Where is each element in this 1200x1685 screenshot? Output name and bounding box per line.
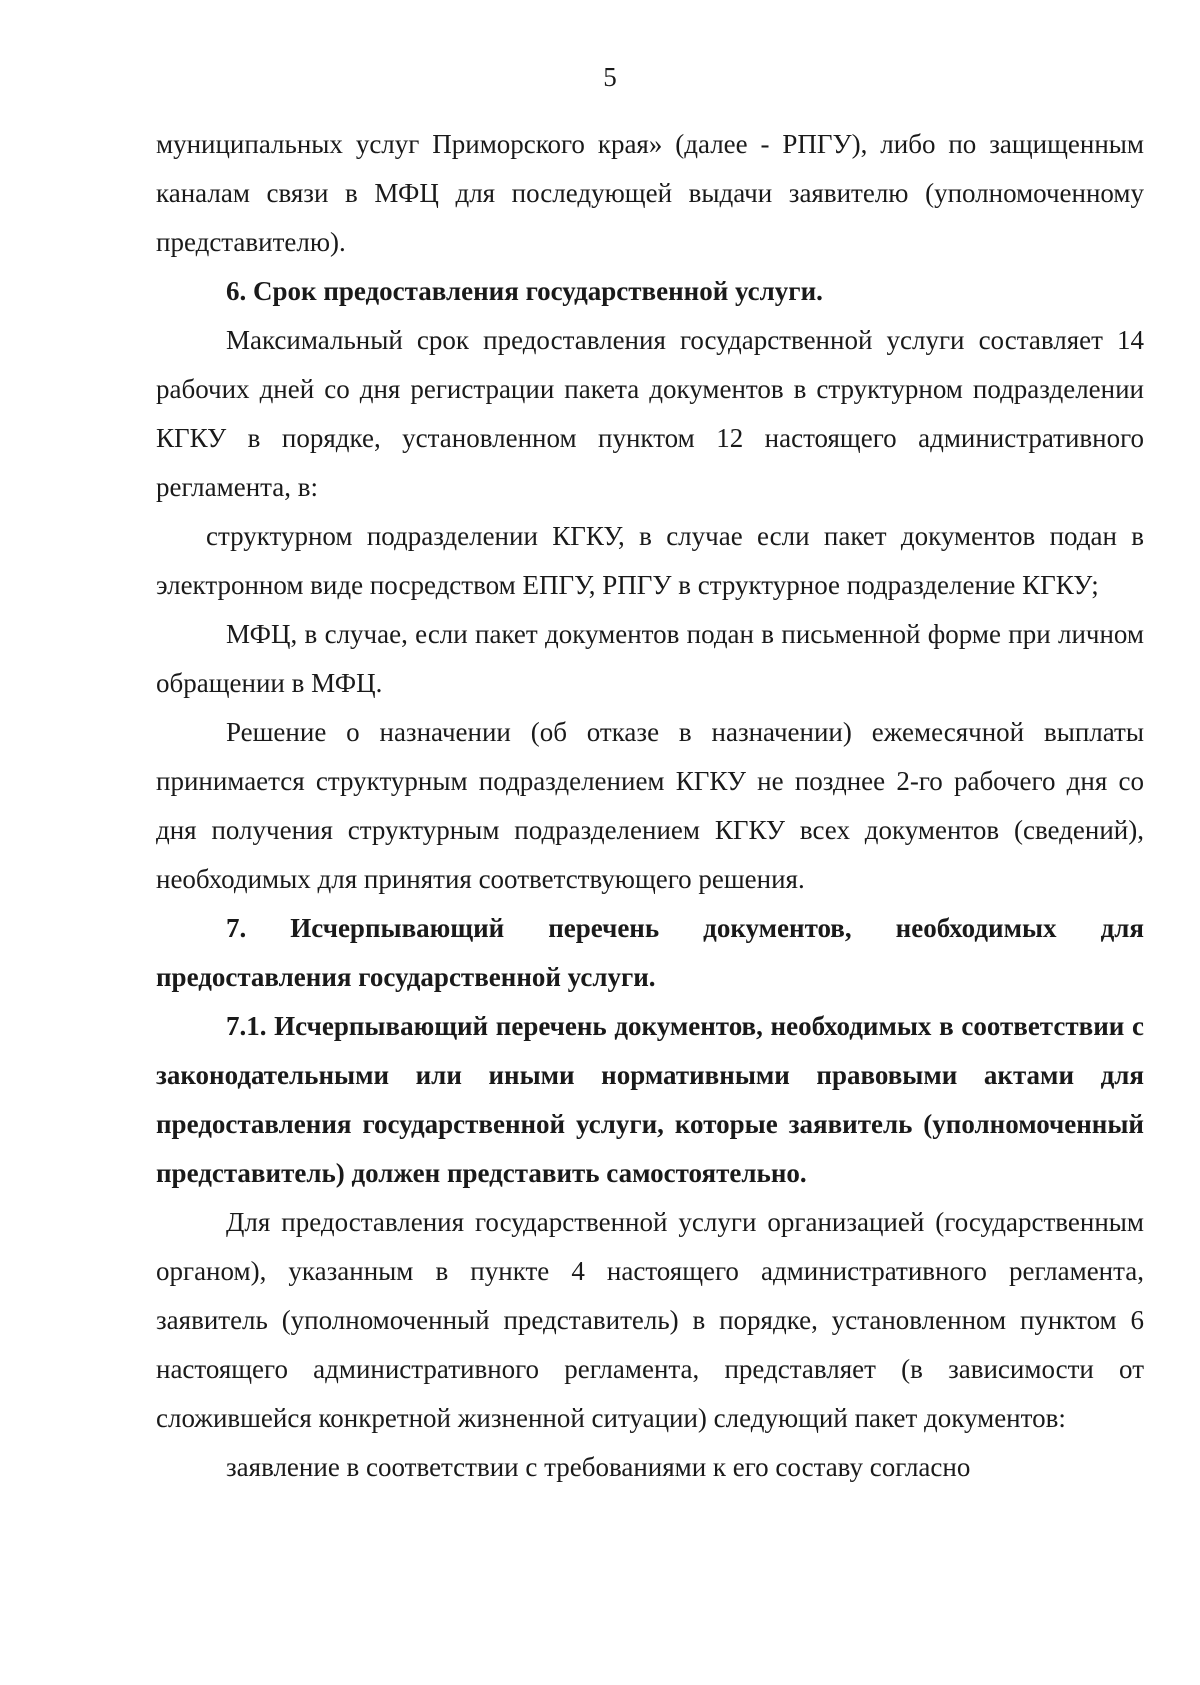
section-heading-7-1: 7.1. Исчерпывающий перечень документов, необходимых в соответствии с законодательными или иными нормативными правовыми актами для предоставления государственной услуги, которые заявитель (уполномоченный представитель) должен представить самостоятельно. [156, 1011, 1144, 1188]
paragraph-decision: Решение о назначении (об отказе в назначении) ежемесячной выплаты принимается структурным подразделением КГКУ не позднее 2-го рабочего дня со дня получения структурным подразделением КГКУ всех документов (сведений), необходимых для принятия соответствующего решения. [156, 717, 1144, 894]
section-heading-7: 7. Исчерпывающий перечень документов, необходимых для предоставления государственной услуги. [156, 913, 1144, 992]
page-number: 5 [603, 62, 617, 92]
paragraph-mfc-case: МФЦ, в случае, если пакет документов подан в письменной форме при личном обращении в МФЦ. [156, 619, 1144, 698]
paragraph-max-term: Максимальный срок предоставления государственной услуги составляет 14 рабочих дней со дня регистрации пакета документов в структурном подразделении КГКУ в порядке, установленном пунктом 12 настоящего административного регламента, в: [156, 325, 1144, 502]
paragraph-application: заявление в соответствии с требованиями к его составу согласно [226, 1452, 971, 1482]
document-body [156, 120, 1144, 1492]
paragraph-kgku-case: структурном подразделении КГКУ, в случае если пакет документов подан в электронном виде посредством ЕПГУ, РПГУ в структурное подразделение КГКУ; [156, 521, 1144, 600]
section-heading-6: 6. Срок предоставления государственной услуги. [226, 276, 823, 306]
paragraph-document-package: Для предоставления государственной услуги организацией (государственным органом), указанным в пункте 4 настоящего административного регламента, заявитель (уполномоченный представитель) в порядке, установленном пунктом 6 настоящего административного регламента, представляет (в зависимости от сложившейся конкретной жизненной ситуации) следующий пакет документов: [156, 1207, 1144, 1433]
paragraph-continuation: муниципальных услуг Приморского края» (далее - РПГУ), либо по защищенным каналам связи в МФЦ для последующей выдачи заявителю (уполномоченному представителю). [156, 129, 1144, 257]
